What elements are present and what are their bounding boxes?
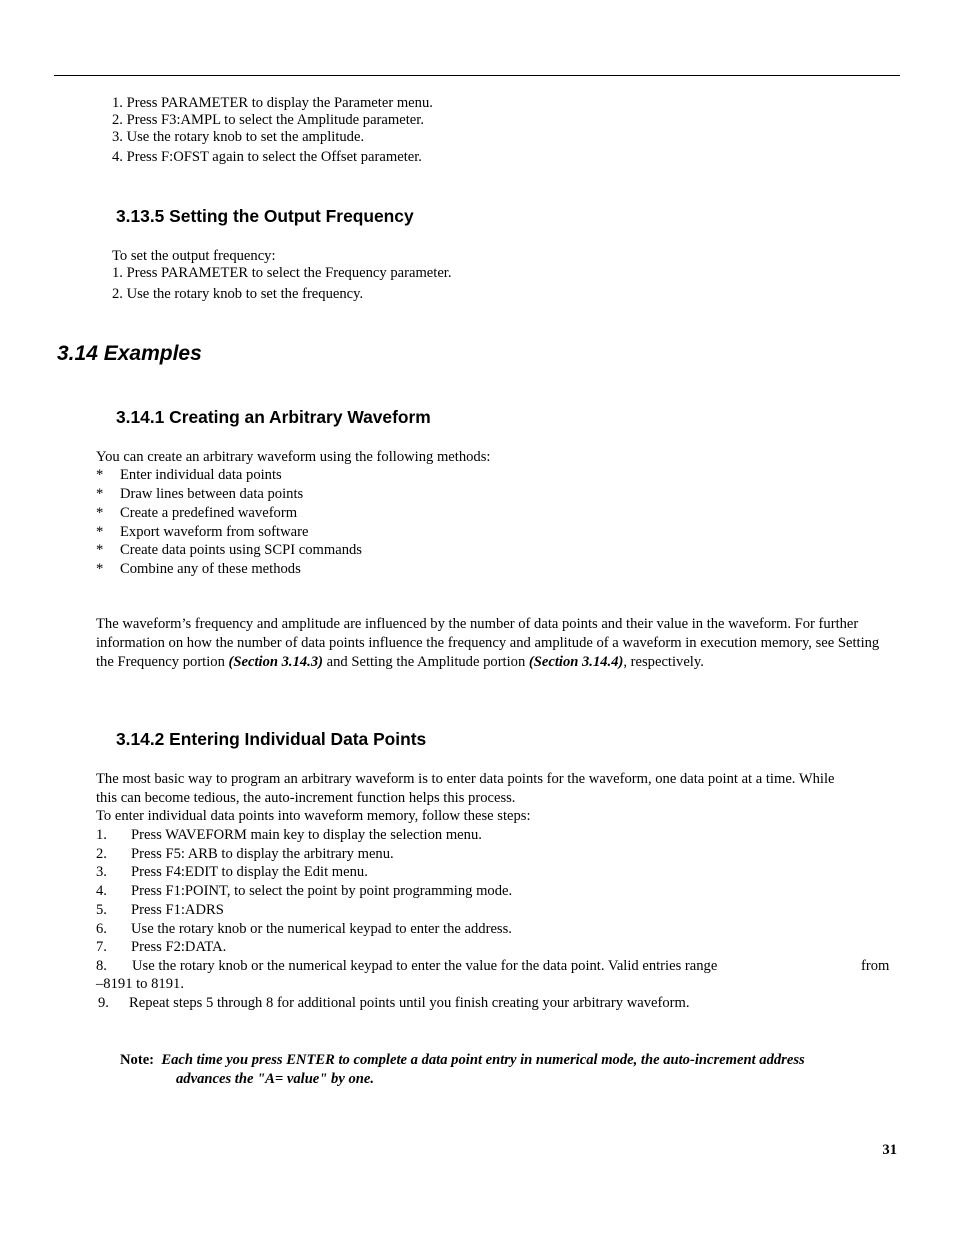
step-item-8: 8. Use the rotary knob or the numerical keypad to enter the value for the data point. Valid entries range <box>96 958 718 974</box>
step-item-9: 9. Repeat steps 5 through 8 for additional points until you finish creating your arbitrary waveform. <box>98 995 690 1011</box>
step-item: 3. Press F4:EDIT to display the Edit menu. <box>96 864 368 880</box>
freq-step-2: 2. Use the rotary knob to set the frequency. <box>112 286 364 302</box>
step-item: 2. Press F5: ARB to display the arbitrary menu. <box>96 846 394 862</box>
top-list-item-1: 1. Press PARAMETER to display the Parameter menu. <box>112 95 433 111</box>
points-para-line-3: To enter individual data points into waveform memory, follow these steps: <box>96 808 531 824</box>
top-list-item-2: 2. Press F3:AMPL to select the Amplitude parameter. <box>112 112 424 128</box>
step-item: 7. Press F2:DATA. <box>96 939 227 955</box>
top-list-item-3: 3. Use the rotary knob to set the amplitude. <box>112 129 365 145</box>
freq-intro: To set the output frequency: <box>112 248 276 264</box>
heading-3-14: 3.14 Examples <box>57 342 202 365</box>
top-list-item-4: 4. Press F:OFST again to select the Offset parameter. <box>112 149 422 165</box>
freq-step-1: 1. Press PARAMETER to select the Frequency parameter. <box>112 265 452 281</box>
bullet-item: * Create a predefined waveform <box>96 505 298 521</box>
step-item: 6. Use the rotary knob or the numerical keypad to enter the address. <box>96 921 512 937</box>
points-para-line-1: The most basic way to program an arbitrary waveform is to enter data points for the waveform, one data point at a time. While <box>96 771 835 787</box>
section-ref-3-14-4: (Section 3.14.4) <box>528 654 624 670</box>
bullet-item: * Export waveform from software <box>96 524 309 540</box>
step-item: 5. Press F1:ADRS <box>96 902 224 918</box>
bullet-item: * Combine any of these methods <box>96 561 301 577</box>
heading-3-14-1: 3.14.1 Creating an Arbitrary Waveform <box>116 407 431 427</box>
page-number: 31 <box>882 1142 897 1158</box>
section-ref-3-14-3: (Section 3.14.3) <box>228 654 323 670</box>
step-item: 1. Press WAVEFORM main key to display the selection menu. <box>96 827 482 843</box>
step-item: 4. Press F1:POINT, to select the point by point programming mode. <box>96 883 513 899</box>
bullet-item: * Create data points using SCPI commands <box>96 542 362 558</box>
note-label: Note: <box>120 1052 155 1068</box>
waveform-paragraph: The waveform’s frequency and amplitude are influenced by the number of data points and their value in the waveform. For further information on how the number of data points influence the frequency and amplitude of a waveform in execution memory, see Setting the Frequency portion (Section 3.14.3) and Setting the Amplitude portion (Section 3.14.4), respectively. <box>96 616 880 670</box>
bullet-item: * Draw lines between data points <box>96 486 304 502</box>
bullet-item: * Enter individual data points <box>96 467 282 483</box>
heading-3-14-2: 3.14.2 Entering Individual Data Points <box>116 729 427 749</box>
header-rule <box>54 75 900 76</box>
step-8-continuation: –8191 to 8191. <box>96 976 184 992</box>
note-line-2: advances the "A= value" by one. <box>176 1071 374 1087</box>
arb-intro: You can create an arbitrary waveform using the following methods: <box>96 449 491 465</box>
step-8-from: from <box>861 958 890 974</box>
points-para-line-2: this can become tedious, the auto-increment function helps this process. <box>96 790 516 806</box>
note-line-1: Note: Each time you press ENTER to complete a data point entry in numerical mode, the auto-increment address <box>120 1052 805 1068</box>
heading-3-13-5: 3.13.5 Setting the Output Frequency <box>116 206 414 226</box>
